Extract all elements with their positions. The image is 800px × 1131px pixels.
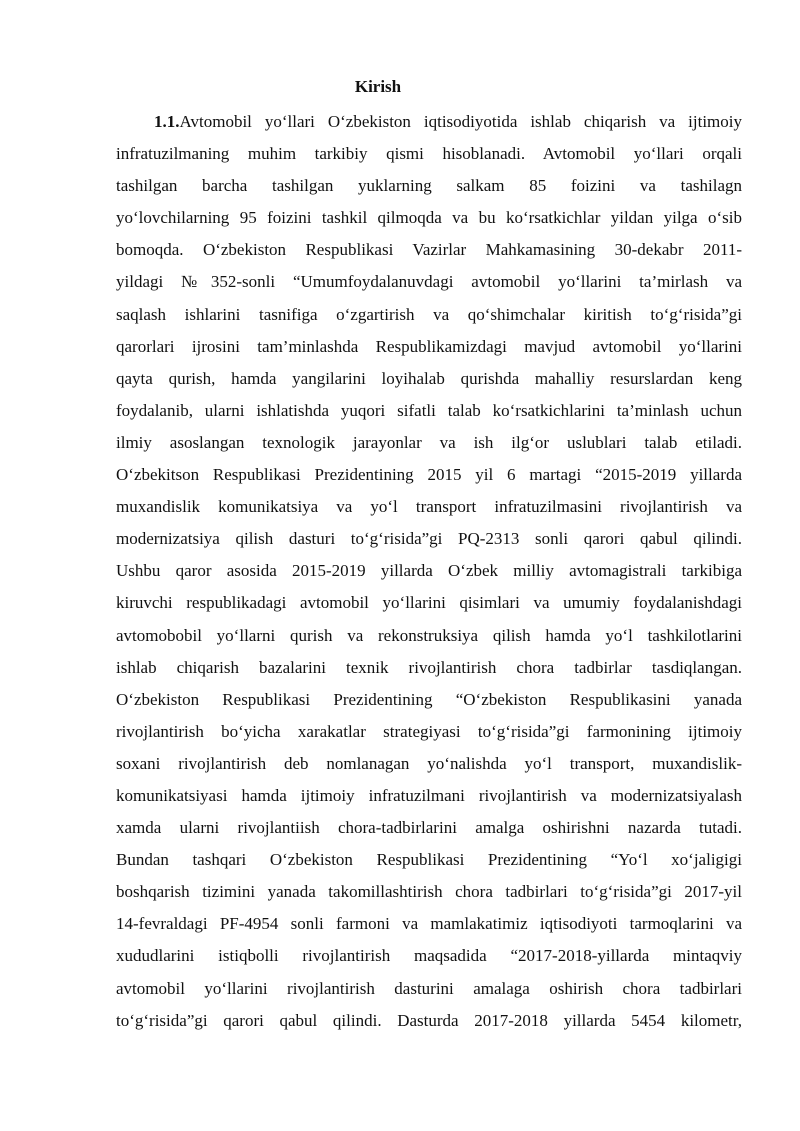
text-line: rivojlantirish bo‘yicha xarakatlar strategiyasi to‘g‘risida”gi farmonining ijtimoiy xyxy=(116,721,742,741)
text-line: kiruvchi respublikadagi avtomobil yo‘llarini qisimlari va umumiy foydalanishdagi xyxy=(116,593,742,613)
text-line: yildagi №352-sonli “Umumfoydalanuvdagi avtomobil yo‘llarini ta’mirlash va xyxy=(116,272,742,292)
text-line: O‘zbekiston Respublikasi Prezidentining “O‘zbekiston Respublikasini yanada xyxy=(116,689,742,709)
text-line: Ushbu qaror asosida 2015-2019 yillarda O‘zbek milliy avtomagistrali tarkibiga xyxy=(116,561,742,581)
text-line: qarorlari ijrosini tam’minlashda Respublikamizdagi mavjud avtomobil yo‘llarini xyxy=(116,336,742,356)
text-line: tashilgan barcha tashilgan yuklarning salkam 85 foizini va tashilagn xyxy=(116,176,742,196)
text-line: ishlab chiqarish bazalarini texnik rivojlantirish chora tadbirlar tasdiqlangan. xyxy=(116,657,742,677)
section-number: 1.1. xyxy=(154,112,180,131)
text-line: saqlash ishlarini tasnifiga o‘zgartirish va qo‘shimchalar kiritish to‘g‘risida”gi xyxy=(116,304,742,324)
body-text xyxy=(116,106,742,1037)
text-line: O‘zbekitson Respublikasi Prezidentining 2015 yil 6 martagi “2015-2019 yillarda xyxy=(116,465,742,485)
text-line: infratuzilmaning muhim tarkibiy qismi hisoblanadi. Avtomobil yo‘llari orqali xyxy=(116,144,742,164)
page-title: Kirish xyxy=(354,77,402,96)
text-line: foydalanib, ularni ishlatishda yuqori sifatli talab ko‘rsatkichlarini ta’minlash uchun xyxy=(116,400,742,420)
text-line: boshqarish tizimini yanada takomillashtirish chora tadbirlari to‘g‘risida”gi 2017-yil xyxy=(116,882,742,902)
text-line: 1.1.Avtomobil yo‘llari O‘zbekiston iqtisodiyotida ishlab chiqarish va ijtimoiy xyxy=(154,112,742,131)
text-line: modernizatsiya qilish dasturi to‘g‘risida”gi PQ-2313 sonli qarori qabul qilindi. xyxy=(116,529,742,549)
text-line: yo‘lovchilarning 95 foizini tashkil qilmoqda va bu ko‘rsatkichlar yildan yilga o‘sib xyxy=(116,208,742,228)
text-line: 14-fevraldagi PF-4954 sonli farmoni va mamlakatimiz iqtisodiyoti tarmoqlarini va xyxy=(116,914,742,934)
text-line: avtomobil yo‘llarini rivojlantirish dasturini amalaga oshirish chora tadbirlari xyxy=(116,978,742,998)
text-line: komunikatsiyasi hamda ijtimoiy infratuzilmani rivojlantirish va modernizatsiyalash xyxy=(116,785,742,805)
text-line: xududlarini istiqbolli rivojlantirish maqsadida “2017-2018-yillarda mintaqviy xyxy=(116,946,742,966)
text-line: avtomobobil yo‘llarni qurish va rekonstruksiya qilish hamda yo‘l tashkilotlarini xyxy=(116,625,742,645)
text-line: soxani rivojlantirish deb nomlanagan yo‘nalishda yo‘l transport, muxandislik- xyxy=(116,753,742,773)
text-line: to‘g‘risida”gi qarori qabul qilindi. Dasturda 2017-2018 yillarda 5454 kilometr, xyxy=(116,1010,742,1030)
text-line: muxandislik komunikatsiya va yo‘l transport infratuzilmasini rivojlantirish va xyxy=(116,497,742,517)
text-line: qayta qurish, hamda yangilarini loyihalab qurishda mahalliy resurslardan keng xyxy=(116,368,742,388)
text-line: bomoqda. O‘zbekiston Respublikasi Vazirlar Mahkamasining 30-dekabr 2011- xyxy=(116,240,742,260)
text-line: Bundan tashqari O‘zbekiston Respublikasi Prezidentining “Yo‘l xo‘jaligigi xyxy=(116,850,742,870)
text-line: ilmiy asoslangan texnologik jarayonlar va ish ilg‘or uslublari talab etiladi. xyxy=(116,432,742,452)
text-line: xamda ularni rivojlantiish chora-tadbirlarini amalga oshirishni nazarda tutadi. xyxy=(116,818,742,838)
